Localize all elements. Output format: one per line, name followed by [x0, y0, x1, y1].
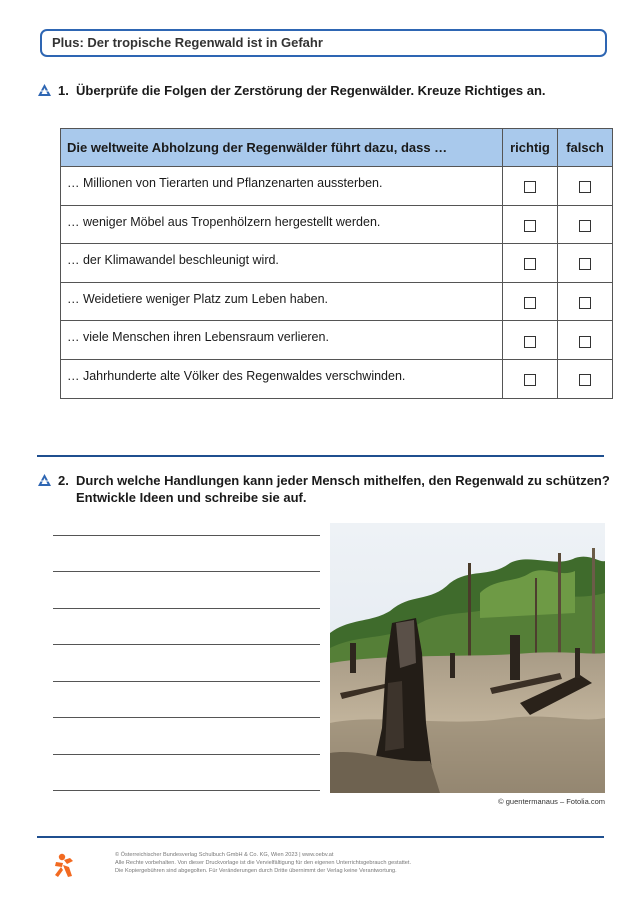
task2-line1: Durch welche Handlungen kann jeder Mensch mithelfen, den Regenwald zu schützen?	[76, 473, 610, 488]
copyright-text	[115, 851, 411, 875]
checkbox-richtig[interactable]	[524, 181, 536, 193]
deforestation-photo	[330, 523, 605, 793]
triangle-level-icon	[38, 84, 51, 96]
checkbox-richtig[interactable]	[524, 220, 536, 232]
table-row	[61, 321, 613, 360]
worksheet-title: Plus: Der tropische Regenwald ist in Gefahr	[40, 29, 607, 57]
writing-line[interactable]	[53, 644, 320, 645]
task2-number: 2.	[58, 473, 69, 488]
writing-line[interactable]	[53, 754, 320, 755]
publisher-logo-icon	[53, 853, 77, 879]
task1-text: Überprüfe die Folgen der Zerstörung der Regenwälder. Kreuze Richtiges an.	[76, 83, 546, 98]
triangle-level-icon	[38, 474, 51, 486]
checkbox-richtig[interactable]	[524, 258, 536, 270]
writing-line[interactable]	[53, 571, 320, 572]
writing-line[interactable]	[53, 790, 320, 791]
photo-credit: © guentermanaus – Fotolia.com	[498, 797, 605, 806]
statement: … Millionen von Tierarten und Pflanzenarten aussterben.	[61, 167, 503, 206]
checkbox-falsch[interactable]	[579, 297, 591, 309]
checkbox-richtig[interactable]	[524, 374, 536, 386]
statement: … weniger Möbel aus Tropenhölzern hergestellt werden.	[61, 205, 503, 244]
table-row	[61, 359, 613, 398]
writing-line[interactable]	[53, 608, 320, 609]
writing-line[interactable]	[53, 535, 320, 536]
task2-heading	[58, 472, 610, 506]
statement: … Weidetiere weniger Platz zum Leben haben.	[61, 282, 503, 321]
checkbox-richtig[interactable]	[524, 297, 536, 309]
writing-line[interactable]	[53, 717, 320, 718]
checkbox-richtig[interactable]	[524, 336, 536, 348]
task2-line2: Entwickle Ideen und schreibe sie auf.	[76, 490, 307, 505]
column-richtig: richtig	[503, 129, 558, 167]
statement: … Jahrhunderte alte Völker des Regenwaldes verschwinden.	[61, 359, 503, 398]
footer-line-1: © Österreichischer Bundesverlag Schulbuch GmbH & Co. KG, Wien 2023 | www.oebv.at	[115, 852, 334, 858]
checkbox-falsch[interactable]	[579, 374, 591, 386]
writing-line[interactable]	[53, 681, 320, 682]
table-row	[61, 167, 613, 206]
statement: … der Klimawandel beschleunigt wird.	[61, 244, 503, 283]
column-falsch: falsch	[558, 129, 613, 167]
table-row	[61, 282, 613, 321]
check-table	[60, 128, 613, 399]
footer-divider	[37, 836, 604, 838]
statement: … viele Menschen ihren Lebensraum verlieren.	[61, 321, 503, 360]
table-header: Die weltweite Abholzung der Regenwälder führt dazu, dass …	[61, 129, 503, 167]
table-row	[61, 205, 613, 244]
task1-heading	[58, 82, 546, 99]
task1-number: 1.	[58, 83, 69, 98]
checkbox-falsch[interactable]	[579, 181, 591, 193]
checkbox-falsch[interactable]	[579, 258, 591, 270]
footer-line-2: Alle Rechte vorbehalten. Von dieser Druckvorlage ist die Vervielfältigung für den eigenen Unterrichtsgebrauch gestattet.	[115, 860, 412, 866]
checkbox-falsch[interactable]	[579, 336, 591, 348]
footer-line-3: Die Kopiergebühren sind abgegolten. Für Veränderungen durch Dritte übernimmt der Verlag keine Verantwortung.	[115, 868, 397, 874]
checkbox-falsch[interactable]	[579, 220, 591, 232]
table-row	[61, 244, 613, 283]
section-divider	[37, 455, 604, 457]
